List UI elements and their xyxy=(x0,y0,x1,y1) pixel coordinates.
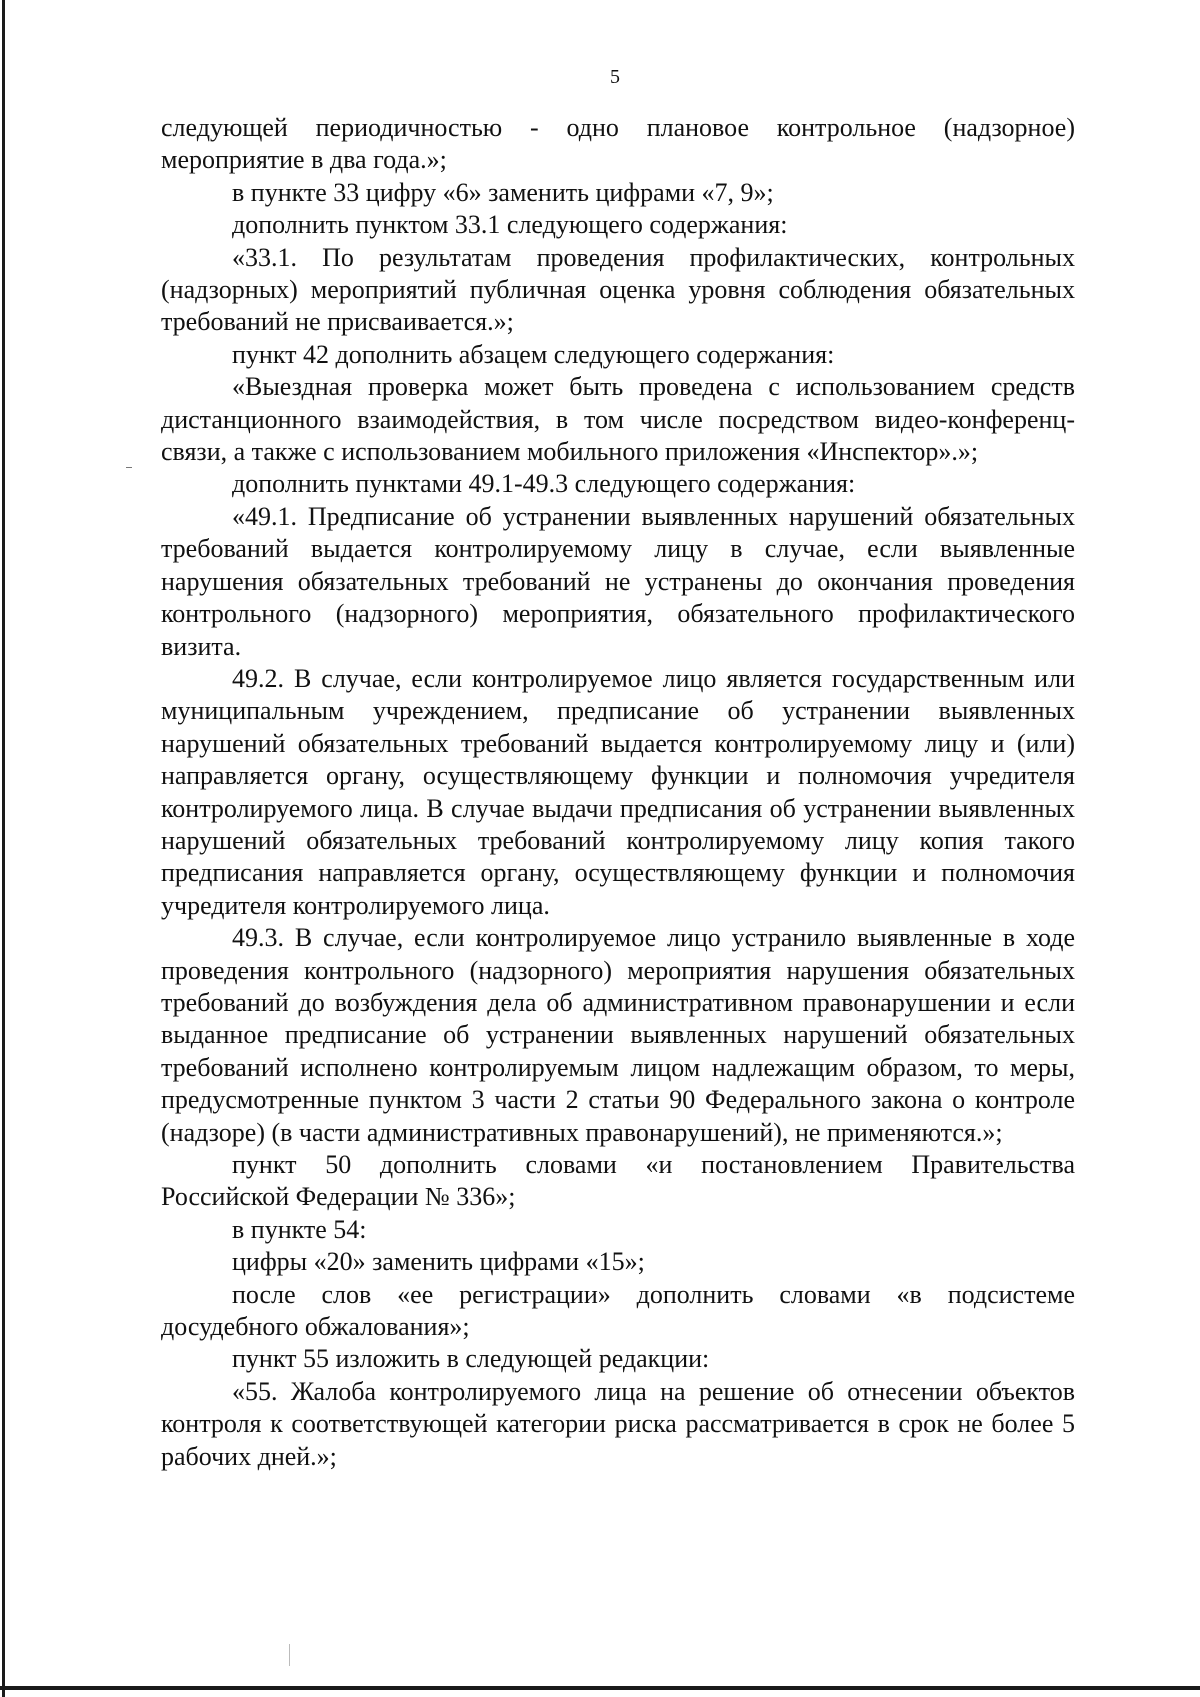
paragraph-55-text: «55. Жалоба контролируемого лица на решение об отнесении объектов контроля к соответствующей категории риска рассматривается в срок не более 5 рабочих дней.»; xyxy=(161,1376,1075,1471)
scan-border-bottom xyxy=(0,1686,1200,1690)
paragraph-54-words: после слов «ее регистрации» дополнить словами «в подсистеме досудебного обжалования»; xyxy=(161,1279,1075,1342)
paragraph-continuation: следующей периодичностью - одно плановое контрольное (надзорное) мероприятие в два года.»; xyxy=(161,113,1075,175)
scan-border-left xyxy=(2,0,5,1697)
paragraph-49-1: «49.1. Предписание об устранении выявленных нарушений обязательных требований выдается контролируемому лицу в случае, если выявленные нарушения обязательных требований не устранены до окончания проведения контрольного (надзорного) мероприятия, обязательного профилактического визита. xyxy=(161,501,1075,661)
paragraph-add-33-1: дополнить пунктом 33.1 следующего содержания: xyxy=(232,210,788,240)
document-body xyxy=(161,112,1075,1473)
paragraph-point-54: в пункте 54: xyxy=(232,1214,367,1244)
paragraph-add-49: дополнить пунктами 49.1-49.3 следующего содержания: xyxy=(232,469,856,499)
paragraph-point-33: в пункте 33 цифру «6» заменить цифрами «7, 9»; xyxy=(232,177,774,207)
page-number: 5 xyxy=(610,66,620,88)
paragraph-33-1-text: «33.1. По результатам проведения профилактических, контрольных (надзорных) мероприятий публичная оценка уровня соблюдения обязательных требований не присваивается.»; xyxy=(161,242,1075,337)
scan-artifact-mark xyxy=(126,467,132,468)
paragraph-point-42: пункт 42 дополнить абзацем следующего содержания: xyxy=(232,339,835,369)
paragraph-42-text: «Выездная проверка может быть проведена с использованием средств дистанционного взаимодействия, в том числе посредством видео-конференц-связи, а также с использованием мобильного приложения «Инспектор».»; xyxy=(161,372,1075,467)
paragraph-49-2: 49.2. В случае, если контролируемое лицо является государственным или муниципальным учреждением, предписание об устранении выявленных нарушений обязательных требований выдается контролируемому лицу и (или) направляется органу, осуществляющему функции и полномочия учредителя контролируемого лица. В случае выдачи предписания об устранении выявленных нарушений обязательных требований контролируемому лицу копия такого предписания направляется органу, осуществляющему функции и полномочия учредителя контролируемого лица. xyxy=(161,663,1075,920)
paragraph-54-digits: цифры «20» заменить цифрами «15»; xyxy=(232,1247,645,1277)
paragraph-point-50: пункт 50 дополнить словами «и постановлением Правительства Российской Федерации № 336»; xyxy=(161,1150,1075,1212)
scan-artifact-line xyxy=(289,1644,290,1666)
paragraph-49-3: 49.3. В случае, если контролируемое лицо устранило выявленные в ходе проведения контрольного (надзорного) мероприятия нарушения обязательных требований до возбуждения дела об административном правонарушении и если выданное предписание об устранении выявленных нарушений обязательных требований исполнено контролируемым лицом надлежащим образом, то меры, предусмотренные пунктом 3 части 2 статьи 90 Федерального закона о контроле (надзоре) (в части административных правонарушений), не применяются.»; xyxy=(161,923,1075,1147)
paragraph-point-55: пункт 55 изложить в следующей редакции: xyxy=(232,1344,710,1374)
